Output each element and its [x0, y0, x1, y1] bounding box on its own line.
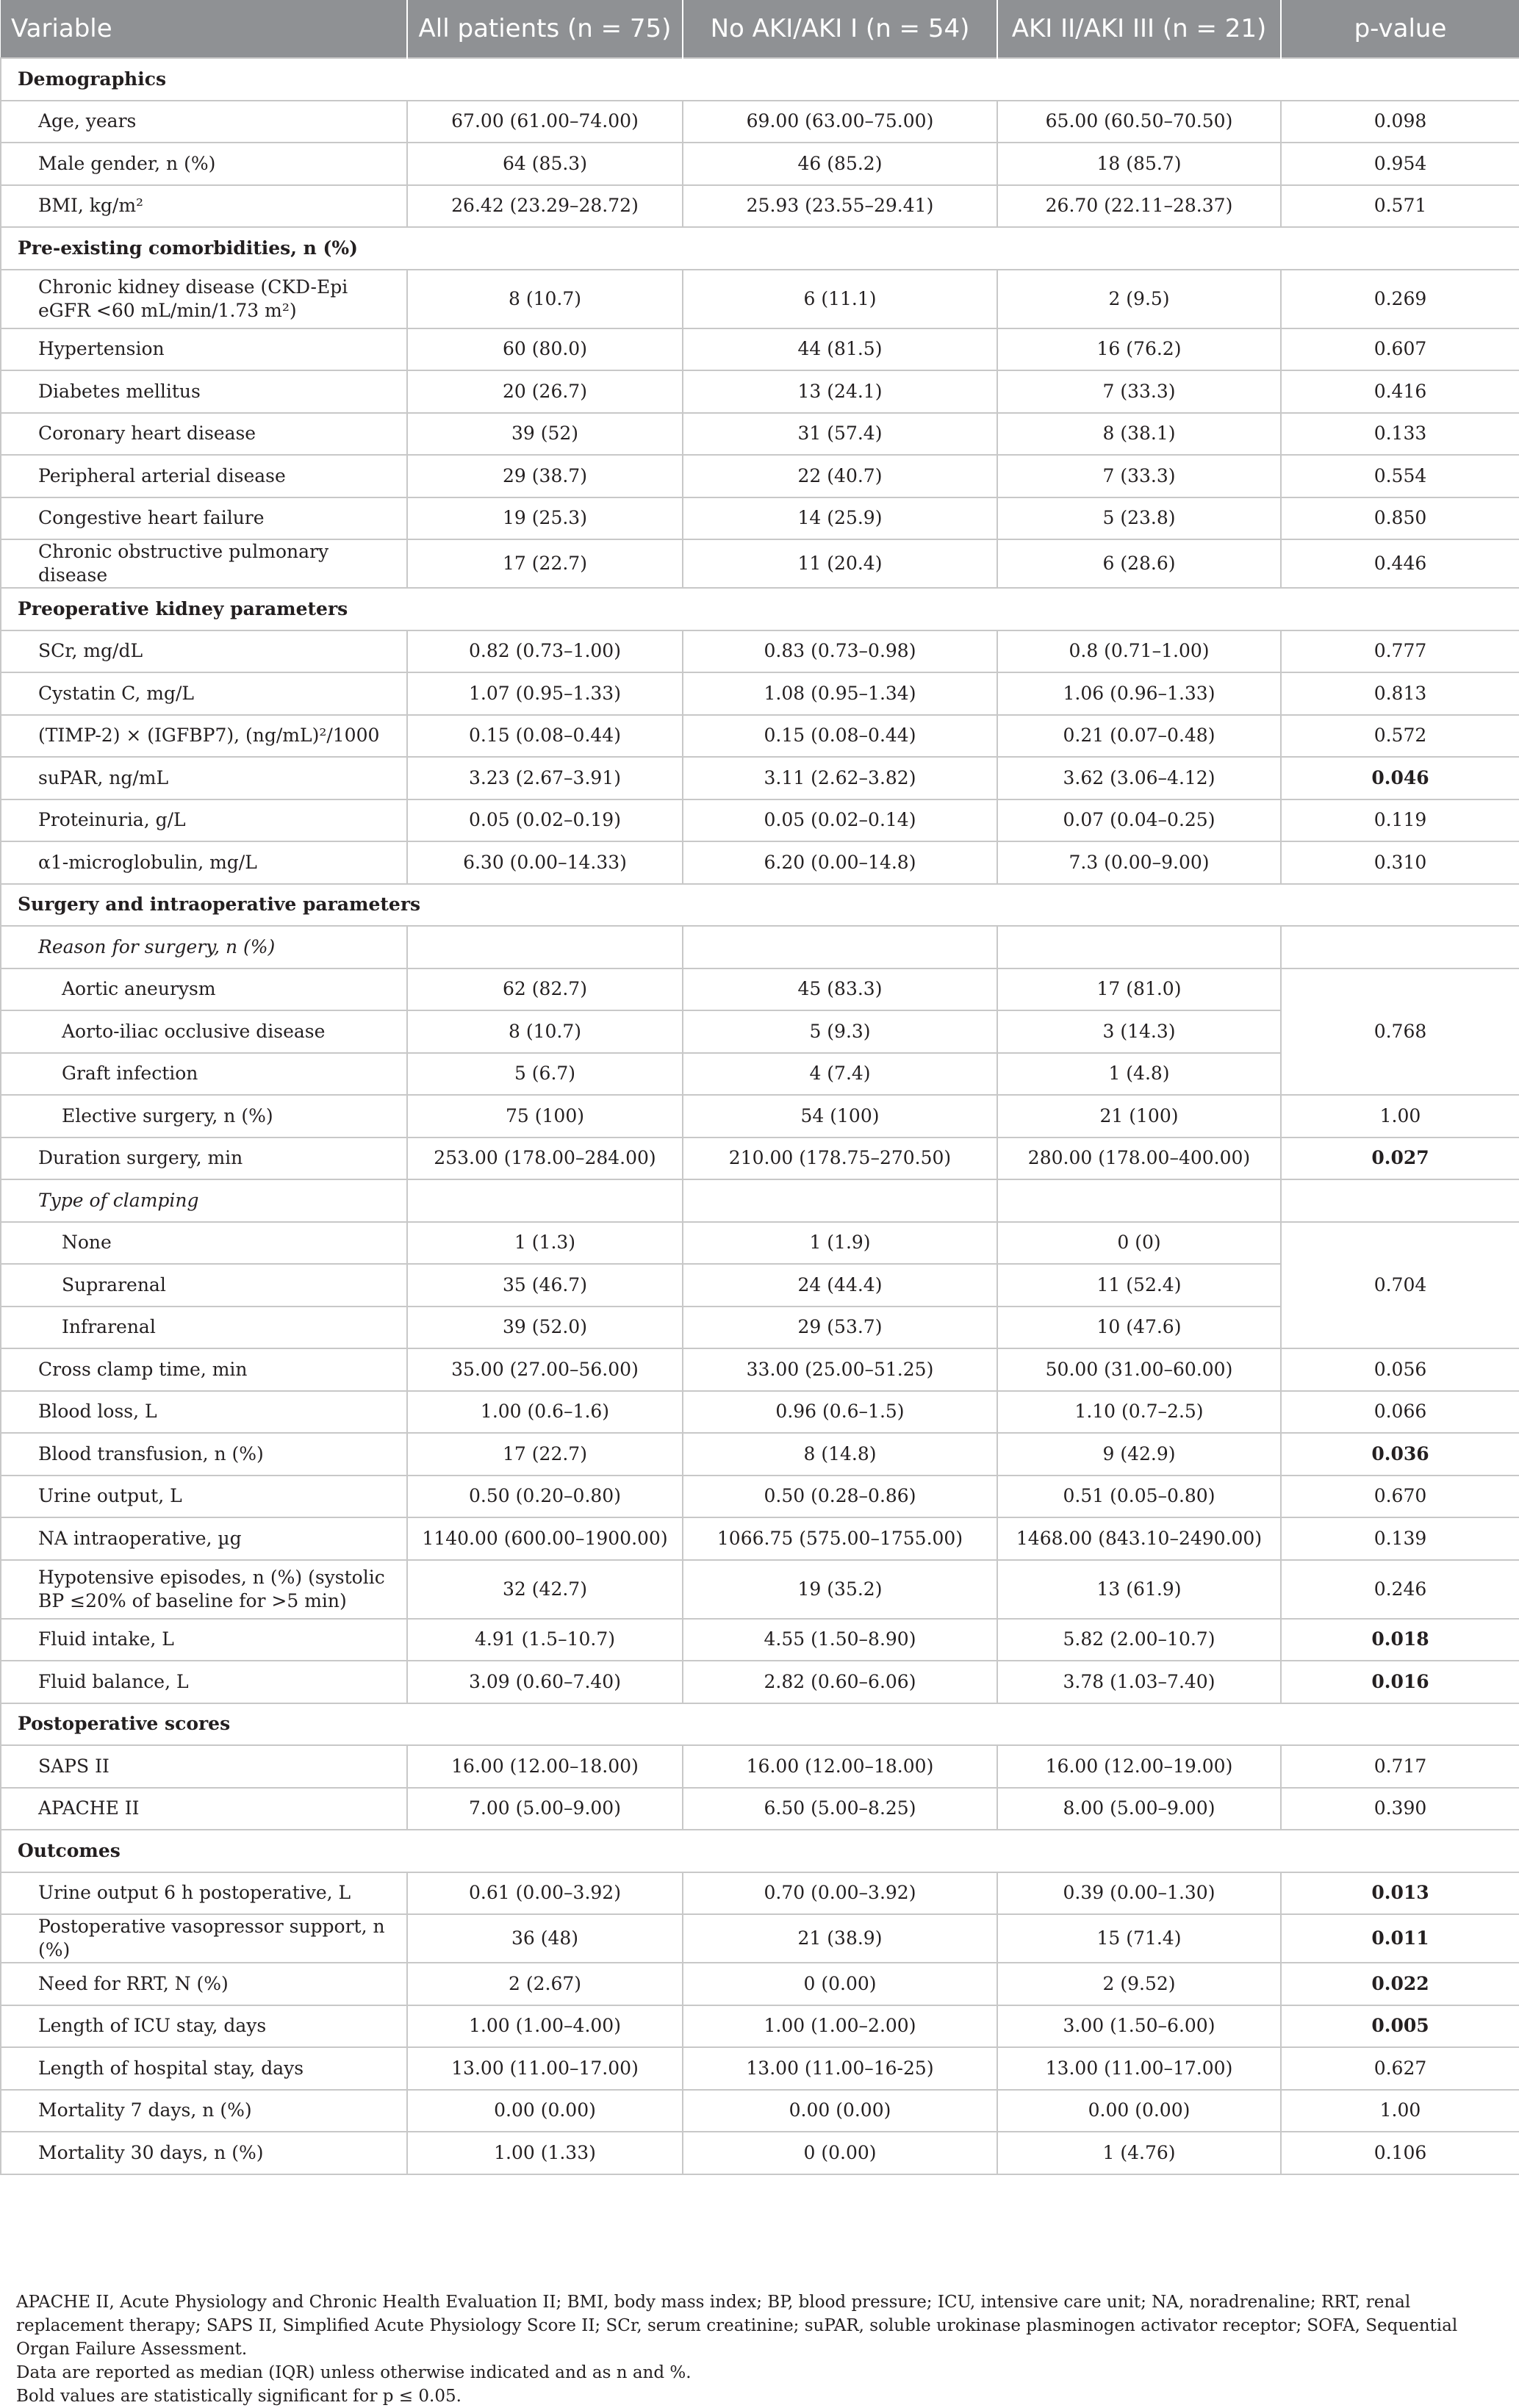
section-row	[1, 58, 1519, 101]
table-row	[1, 101, 1519, 143]
all-patients-cell: 0.82 (0.73–1.00)	[407, 630, 683, 673]
aki-cell: 280.00 (178.00–400.00)	[997, 1137, 1281, 1180]
p-value-cell: 0.717	[1281, 1745, 1519, 1788]
all-patients-cell: 60 (80.0)	[407, 328, 683, 371]
p-value-cell: 0.066	[1281, 1391, 1519, 1434]
section-title: Postoperative scores	[1, 1703, 1519, 1746]
p-value-cell: 0.813	[1281, 672, 1519, 715]
p-value-cell: 0.027	[1281, 1137, 1519, 1180]
p-value-cell: 1.00	[1281, 1095, 1519, 1137]
aki-cell: 9 (42.9)	[997, 1433, 1281, 1476]
variable-cell: Type of clamping	[1, 1179, 407, 1222]
variable-cell: Peripheral arterial disease	[1, 455, 407, 497]
all-patients-cell: 1.00 (0.6–1.6)	[407, 1391, 683, 1434]
aki-cell: 0.8 (0.71–1.00)	[997, 630, 1281, 673]
no-aki-cell: 54 (100)	[683, 1095, 997, 1137]
no-aki-cell: 0.05 (0.02–0.14)	[683, 799, 997, 842]
aki-cell: 65.00 (60.50–70.50)	[997, 101, 1281, 143]
variable-cell: Chronic obstructive pulmonary disease	[1, 539, 407, 588]
variable-cell: SCr, mg/dL	[1, 630, 407, 673]
table-row	[1, 328, 1519, 371]
p-value-cell: 0.554	[1281, 455, 1519, 497]
table-row	[1, 2047, 1519, 2090]
table-row	[1, 968, 1519, 1011]
aki-cell: 6 (28.6)	[997, 539, 1281, 588]
aki-cell: 3.78 (1.03–7.40)	[997, 1661, 1281, 1703]
variable-cell: Congestive heart failure	[1, 497, 407, 540]
p-value-cell: 0.269	[1281, 270, 1519, 328]
p-value-cell: 0.098	[1281, 101, 1519, 143]
table-row	[1, 455, 1519, 497]
aki-cell: 2 (9.52)	[997, 1963, 1281, 2005]
variable-cell: Blood transfusion, n (%)	[1, 1433, 407, 1476]
footnote-data-format: Data are reported as median (IQR) unless otherwise indicated and as n and %.	[16, 2363, 692, 2382]
table-row	[1, 1476, 1519, 1518]
all-patients-cell: 1.07 (0.95–1.33)	[407, 672, 683, 715]
no-aki-cell: 0.96 (0.6–1.5)	[683, 1391, 997, 1434]
p-value-cell: 0.246	[1281, 1560, 1519, 1619]
no-aki-cell	[683, 926, 997, 968]
p-value-cell: 0.607	[1281, 328, 1519, 371]
variable-cell: APACHE II	[1, 1788, 407, 1830]
aki-cell: 0 (0)	[997, 1222, 1281, 1265]
table-row	[1, 185, 1519, 228]
table-body	[1, 58, 1519, 2174]
p-value-cell: 0.106	[1281, 2132, 1519, 2174]
variable-cell: NA intraoperative, µg	[1, 1517, 407, 1560]
aki-cell: 16.00 (12.00–19.00)	[997, 1745, 1281, 1788]
all-patients-cell: 5 (6.7)	[407, 1053, 683, 1096]
aki-cell: 5.82 (2.00–10.7)	[997, 1619, 1281, 1661]
aki-cell: 26.70 (22.11–28.37)	[997, 185, 1281, 228]
aki-cell: 13.00 (11.00–17.00)	[997, 2047, 1281, 2090]
aki-cell: 11 (52.4)	[997, 1264, 1281, 1307]
p-value-cell: 0.416	[1281, 370, 1519, 413]
all-patients-cell: 1.00 (1.33)	[407, 2132, 683, 2174]
all-patients-cell: 3.09 (0.60–7.40)	[407, 1661, 683, 1703]
p-value-cell: 0.777	[1281, 630, 1519, 673]
footnote-significance: Bold values are statistically significant for p ≤ 0.05.	[16, 2387, 462, 2406]
no-aki-cell: 14 (25.9)	[683, 497, 997, 540]
p-value-cell: 0.013	[1281, 1872, 1519, 1915]
p-value-cell: 0.139	[1281, 1517, 1519, 1560]
table-row	[1, 2132, 1519, 2174]
table-row	[1, 1872, 1519, 1915]
no-aki-cell: 6.50 (5.00–8.25)	[683, 1788, 997, 1830]
aki-cell: 0.00 (0.00)	[997, 2090, 1281, 2132]
variable-cell: Reason for surgery, n (%)	[1, 926, 407, 968]
no-aki-cell: 5 (9.3)	[683, 1010, 997, 1053]
all-patients-cell: 1140.00 (600.00–1900.00)	[407, 1517, 683, 1560]
variable-cell: Graft infection	[1, 1053, 407, 1096]
no-aki-cell: 0 (0.00)	[683, 2132, 997, 2174]
all-patients-cell: 20 (26.7)	[407, 370, 683, 413]
table-row	[1, 1348, 1519, 1391]
variable-cell: Suprarenal	[1, 1264, 407, 1307]
table-row	[1, 1661, 1519, 1703]
footnote-abbreviations: APACHE II, Acute Physiology and Chronic Health Evaluation II; BMI, body mass index; BP, blood pressure; ICU, intensive care unit; NA, noradrenaline; RRT, renal replacement therapy; SAPS II, Simplified Acute Physiology Score II; SCr, serum creatinine; suPAR, soluble urokinase plasminogen activator receptor; SOFA, Sequential Organ Failure Assessment.	[16, 2293, 1458, 2359]
all-patients-cell: 0.00 (0.00)	[407, 2090, 683, 2132]
table-row	[1, 1963, 1519, 2005]
all-patients-cell: 17 (22.7)	[407, 539, 683, 588]
no-aki-cell: 45 (83.3)	[683, 968, 997, 1011]
section-title: Pre-existing comorbidities, n (%)	[1, 227, 1519, 270]
aki-cell: 0.07 (0.04–0.25)	[997, 799, 1281, 842]
variable-cell: Hypertension	[1, 328, 407, 371]
p-value-cell: 0.133	[1281, 413, 1519, 456]
variable-cell: Cross clamp time, min	[1, 1348, 407, 1391]
no-aki-cell: 0.00 (0.00)	[683, 2090, 997, 2132]
section-row	[1, 588, 1519, 630]
variable-cell: Chronic kidney disease (CKD-Epi eGFR <60 mL/min/1.73 m²)	[1, 270, 407, 328]
all-patients-cell: 64 (85.3)	[407, 143, 683, 185]
table-row	[1, 757, 1519, 799]
p-value-cell: 0.011	[1281, 1914, 1519, 1963]
p-value-cell: 0.119	[1281, 799, 1519, 842]
section-row	[1, 1703, 1519, 1746]
variable-cell: Postoperative vasopressor support, n (%)	[1, 1914, 407, 1963]
variable-cell: α1-microglobulin, mg/L	[1, 841, 407, 884]
all-patients-cell: 26.42 (23.29–28.72)	[407, 185, 683, 228]
all-patients-cell: 7.00 (5.00–9.00)	[407, 1788, 683, 1830]
aki-cell: 18 (85.7)	[997, 143, 1281, 185]
no-aki-cell: 0 (0.00)	[683, 1963, 997, 2005]
table-row	[1, 1222, 1519, 1265]
all-patients-cell: 6.30 (0.00–14.33)	[407, 841, 683, 884]
no-aki-cell: 4 (7.4)	[683, 1053, 997, 1096]
aki-cell: 0.39 (0.00–1.30)	[997, 1872, 1281, 1915]
all-patients-cell: 8 (10.7)	[407, 270, 683, 328]
section-row	[1, 1830, 1519, 1872]
all-patients-cell: 75 (100)	[407, 1095, 683, 1137]
no-aki-cell: 1 (1.9)	[683, 1222, 997, 1265]
section-row	[1, 884, 1519, 927]
variable-cell: Need for RRT, N (%)	[1, 1963, 407, 2005]
p-value-cell: 0.022	[1281, 1963, 1519, 2005]
p-value-cell: 0.046	[1281, 757, 1519, 799]
variable-cell: Length of ICU stay, days	[1, 2005, 407, 2048]
all-patients-cell: 32 (42.7)	[407, 1560, 683, 1619]
no-aki-cell: 0.83 (0.73–0.98)	[683, 630, 997, 673]
all-patients-cell: 1.00 (1.00–4.00)	[407, 2005, 683, 2048]
table-row	[1, 2090, 1519, 2132]
table-row	[1, 630, 1519, 673]
section-title: Demographics	[1, 58, 1519, 101]
all-patients-cell: 3.23 (2.67–3.91)	[407, 757, 683, 799]
header-p-value: p-value	[1281, 0, 1519, 58]
p-value-cell: 0.016	[1281, 1661, 1519, 1703]
aki-cell: 15 (71.4)	[997, 1914, 1281, 1963]
no-aki-cell: 33.00 (25.00–51.25)	[683, 1348, 997, 1391]
no-aki-cell: 21 (38.9)	[683, 1914, 997, 1963]
table-row	[1, 539, 1519, 588]
no-aki-cell: 13.00 (11.00–16-25)	[683, 2047, 997, 2090]
p-value-cell	[1281, 926, 1519, 968]
variable-cell: Male gender, n (%)	[1, 143, 407, 185]
p-value-cell: 0.768	[1281, 968, 1519, 1096]
no-aki-cell: 46 (85.2)	[683, 143, 997, 185]
all-patients-cell: 39 (52)	[407, 413, 683, 456]
all-patients-cell: 0.15 (0.08–0.44)	[407, 715, 683, 758]
aki-cell: 1 (4.8)	[997, 1053, 1281, 1096]
all-patients-cell: 1 (1.3)	[407, 1222, 683, 1265]
aki-cell: 1 (4.76)	[997, 2132, 1281, 2174]
table-row	[1, 1560, 1519, 1619]
no-aki-cell: 0.15 (0.08–0.44)	[683, 715, 997, 758]
aki-cell: 1468.00 (843.10–2490.00)	[997, 1517, 1281, 1560]
aki-cell: 16 (76.2)	[997, 328, 1281, 371]
no-aki-cell: 0.50 (0.28–0.86)	[683, 1476, 997, 1518]
aki-cell: 10 (47.6)	[997, 1307, 1281, 1349]
table-row	[1, 1517, 1519, 1560]
all-patients-cell: 36 (48)	[407, 1914, 683, 1963]
all-patients-cell: 8 (10.7)	[407, 1010, 683, 1053]
variable-cell: Mortality 30 days, n (%)	[1, 2132, 407, 2174]
header-aki: AKI II/AKI III (n = 21)	[997, 0, 1281, 58]
variable-cell: Aorto-iliac occlusive disease	[1, 1010, 407, 1053]
variable-cell: Coronary heart disease	[1, 413, 407, 456]
p-value-cell: 0.018	[1281, 1619, 1519, 1661]
variable-cell: Elective surgery, n (%)	[1, 1095, 407, 1137]
aki-cell	[997, 926, 1281, 968]
p-value-cell: 0.036	[1281, 1433, 1519, 1476]
all-patients-cell: 0.61 (0.00–3.92)	[407, 1872, 683, 1915]
table-row	[1, 1137, 1519, 1180]
table-row	[1, 1788, 1519, 1830]
variable-cell: None	[1, 1222, 407, 1265]
aki-cell: 3.62 (3.06–4.12)	[997, 757, 1281, 799]
no-aki-cell: 24 (44.4)	[683, 1264, 997, 1307]
table-row	[1, 2005, 1519, 2048]
aki-cell: 2 (9.5)	[997, 270, 1281, 328]
no-aki-cell: 3.11 (2.62–3.82)	[683, 757, 997, 799]
table-row	[1, 1914, 1519, 1963]
table-row	[1, 1745, 1519, 1788]
no-aki-cell: 2.82 (0.60–6.06)	[683, 1661, 997, 1703]
no-aki-cell: 11 (20.4)	[683, 539, 997, 588]
header-variable: Variable	[1, 0, 407, 58]
no-aki-cell: 4.55 (1.50–8.90)	[683, 1619, 997, 1661]
table-row	[1, 413, 1519, 456]
aki-cell: 7 (33.3)	[997, 455, 1281, 497]
no-aki-cell: 0.70 (0.00–3.92)	[683, 1872, 997, 1915]
all-patients-cell: 35.00 (27.00–56.00)	[407, 1348, 683, 1391]
p-value-cell: 0.571	[1281, 185, 1519, 228]
variable-cell: Fluid balance, L	[1, 1661, 407, 1703]
table-row	[1, 1095, 1519, 1137]
no-aki-cell: 6.20 (0.00–14.8)	[683, 841, 997, 884]
aki-cell: 1.10 (0.7–2.5)	[997, 1391, 1281, 1434]
no-aki-cell: 44 (81.5)	[683, 328, 997, 371]
p-value-cell: 0.954	[1281, 143, 1519, 185]
no-aki-cell: 13 (24.1)	[683, 370, 997, 413]
no-aki-cell: 1.08 (0.95–1.34)	[683, 672, 997, 715]
all-patients-cell: 0.50 (0.20–0.80)	[407, 1476, 683, 1518]
section-title: Preoperative kidney parameters	[1, 588, 1519, 630]
table-row	[1, 841, 1519, 884]
aki-cell: 3.00 (1.50–6.00)	[997, 2005, 1281, 2048]
table-row	[1, 270, 1519, 328]
aki-cell: 1.06 (0.96–1.33)	[997, 672, 1281, 715]
table-row	[1, 1433, 1519, 1476]
p-value-cell: 0.572	[1281, 715, 1519, 758]
no-aki-cell	[683, 1179, 997, 1222]
variable-cell: Mortality 7 days, n (%)	[1, 2090, 407, 2132]
no-aki-cell: 6 (11.1)	[683, 270, 997, 328]
all-patients-cell: 19 (25.3)	[407, 497, 683, 540]
p-value-cell: 1.00	[1281, 2090, 1519, 2132]
variable-cell: Blood loss, L	[1, 1391, 407, 1434]
all-patients-cell: 253.00 (178.00–284.00)	[407, 1137, 683, 1180]
aki-cell: 13 (61.9)	[997, 1560, 1281, 1619]
table-header	[1, 0, 1519, 58]
aki-cell: 7.3 (0.00–9.00)	[997, 841, 1281, 884]
all-patients-cell: 0.05 (0.02–0.19)	[407, 799, 683, 842]
p-value-cell: 0.850	[1281, 497, 1519, 540]
table-row	[1, 715, 1519, 758]
variable-cell: Infrarenal	[1, 1307, 407, 1349]
variable-cell: Cystatin C, mg/L	[1, 672, 407, 715]
all-patients-cell: 39 (52.0)	[407, 1307, 683, 1349]
no-aki-cell: 25.93 (23.55–29.41)	[683, 185, 997, 228]
aki-cell: 8 (38.1)	[997, 413, 1281, 456]
variable-cell: SAPS II	[1, 1745, 407, 1788]
aki-cell: 17 (81.0)	[997, 968, 1281, 1011]
variable-cell: Proteinuria, g/L	[1, 799, 407, 842]
p-value-cell	[1281, 1179, 1519, 1222]
no-aki-cell: 29 (53.7)	[683, 1307, 997, 1349]
variable-cell: Fluid intake, L	[1, 1619, 407, 1661]
p-value-cell: 0.310	[1281, 841, 1519, 884]
section-row	[1, 227, 1519, 270]
all-patients-cell: 67.00 (61.00–74.00)	[407, 101, 683, 143]
all-patients-cell	[407, 926, 683, 968]
header-no-aki: No AKI/AKI I (n = 54)	[683, 0, 997, 58]
section-title: Surgery and intraoperative parameters	[1, 884, 1519, 927]
all-patients-cell	[407, 1179, 683, 1222]
aki-cell: 50.00 (31.00–60.00)	[997, 1348, 1281, 1391]
all-patients-cell: 29 (38.7)	[407, 455, 683, 497]
aki-cell: 3 (14.3)	[997, 1010, 1281, 1053]
all-patients-cell: 4.91 (1.5–10.7)	[407, 1619, 683, 1661]
all-patients-cell: 62 (82.7)	[407, 968, 683, 1011]
no-aki-cell: 19 (35.2)	[683, 1560, 997, 1619]
p-value-cell: 0.627	[1281, 2047, 1519, 2090]
table-row	[1, 370, 1519, 413]
p-value-cell: 0.704	[1281, 1222, 1519, 1349]
all-patients-cell: 2 (2.67)	[407, 1963, 683, 2005]
variable-cell: (TIMP-2) × (IGFBP7), (ng/mL)²/1000	[1, 715, 407, 758]
no-aki-cell: 210.00 (178.75–270.50)	[683, 1137, 997, 1180]
variable-cell: BMI, kg/m²	[1, 185, 407, 228]
table-row	[1, 1391, 1519, 1434]
p-value-cell: 0.670	[1281, 1476, 1519, 1518]
all-patients-cell: 35 (46.7)	[407, 1264, 683, 1307]
table-row	[1, 672, 1519, 715]
variable-cell: Urine output 6 h postoperative, L	[1, 1872, 407, 1915]
aki-cell: 8.00 (5.00–9.00)	[997, 1788, 1281, 1830]
aki-cell: 21 (100)	[997, 1095, 1281, 1137]
aki-cell: 0.21 (0.07–0.48)	[997, 715, 1281, 758]
no-aki-cell: 1066.75 (575.00–1755.00)	[683, 1517, 997, 1560]
variable-cell: Aortic aneurysm	[1, 968, 407, 1011]
all-patients-cell: 17 (22.7)	[407, 1433, 683, 1476]
table-row	[1, 1179, 1519, 1222]
variable-cell: Length of hospital stay, days	[1, 2047, 407, 2090]
p-value-cell: 0.390	[1281, 1788, 1519, 1830]
aki-cell: 7 (33.3)	[997, 370, 1281, 413]
header-all-patients: All patients (n = 75)	[407, 0, 683, 58]
aki-cell: 5 (23.8)	[997, 497, 1281, 540]
variable-cell: Duration surgery, min	[1, 1137, 407, 1180]
no-aki-cell: 8 (14.8)	[683, 1433, 997, 1476]
section-title: Outcomes	[1, 1830, 1519, 1872]
variable-cell: Hypotensive episodes, n (%) (systolic BP ≤20% of baseline for >5 min)	[1, 1560, 407, 1619]
no-aki-cell: 16.00 (12.00–18.00)	[683, 1745, 997, 1788]
all-patients-cell: 16.00 (12.00–18.00)	[407, 1745, 683, 1788]
table-row	[1, 926, 1519, 968]
p-value-cell: 0.005	[1281, 2005, 1519, 2048]
no-aki-cell: 1.00 (1.00–2.00)	[683, 2005, 997, 2048]
p-value-cell: 0.446	[1281, 539, 1519, 588]
variable-cell: Urine output, L	[1, 1476, 407, 1518]
all-patients-cell: 13.00 (11.00–17.00)	[407, 2047, 683, 2090]
table-row	[1, 1619, 1519, 1661]
variable-cell: Diabetes mellitus	[1, 370, 407, 413]
table-row	[1, 143, 1519, 185]
aki-cell	[997, 1179, 1281, 1222]
variable-cell: suPAR, ng/mL	[1, 757, 407, 799]
no-aki-cell: 22 (40.7)	[683, 455, 997, 497]
table-row	[1, 497, 1519, 540]
aki-cell: 0.51 (0.05–0.80)	[997, 1476, 1281, 1518]
no-aki-cell: 69.00 (63.00–75.00)	[683, 101, 997, 143]
variable-cell: Age, years	[1, 101, 407, 143]
no-aki-cell: 31 (57.4)	[683, 413, 997, 456]
table-row	[1, 799, 1519, 842]
p-value-cell: 0.056	[1281, 1348, 1519, 1391]
